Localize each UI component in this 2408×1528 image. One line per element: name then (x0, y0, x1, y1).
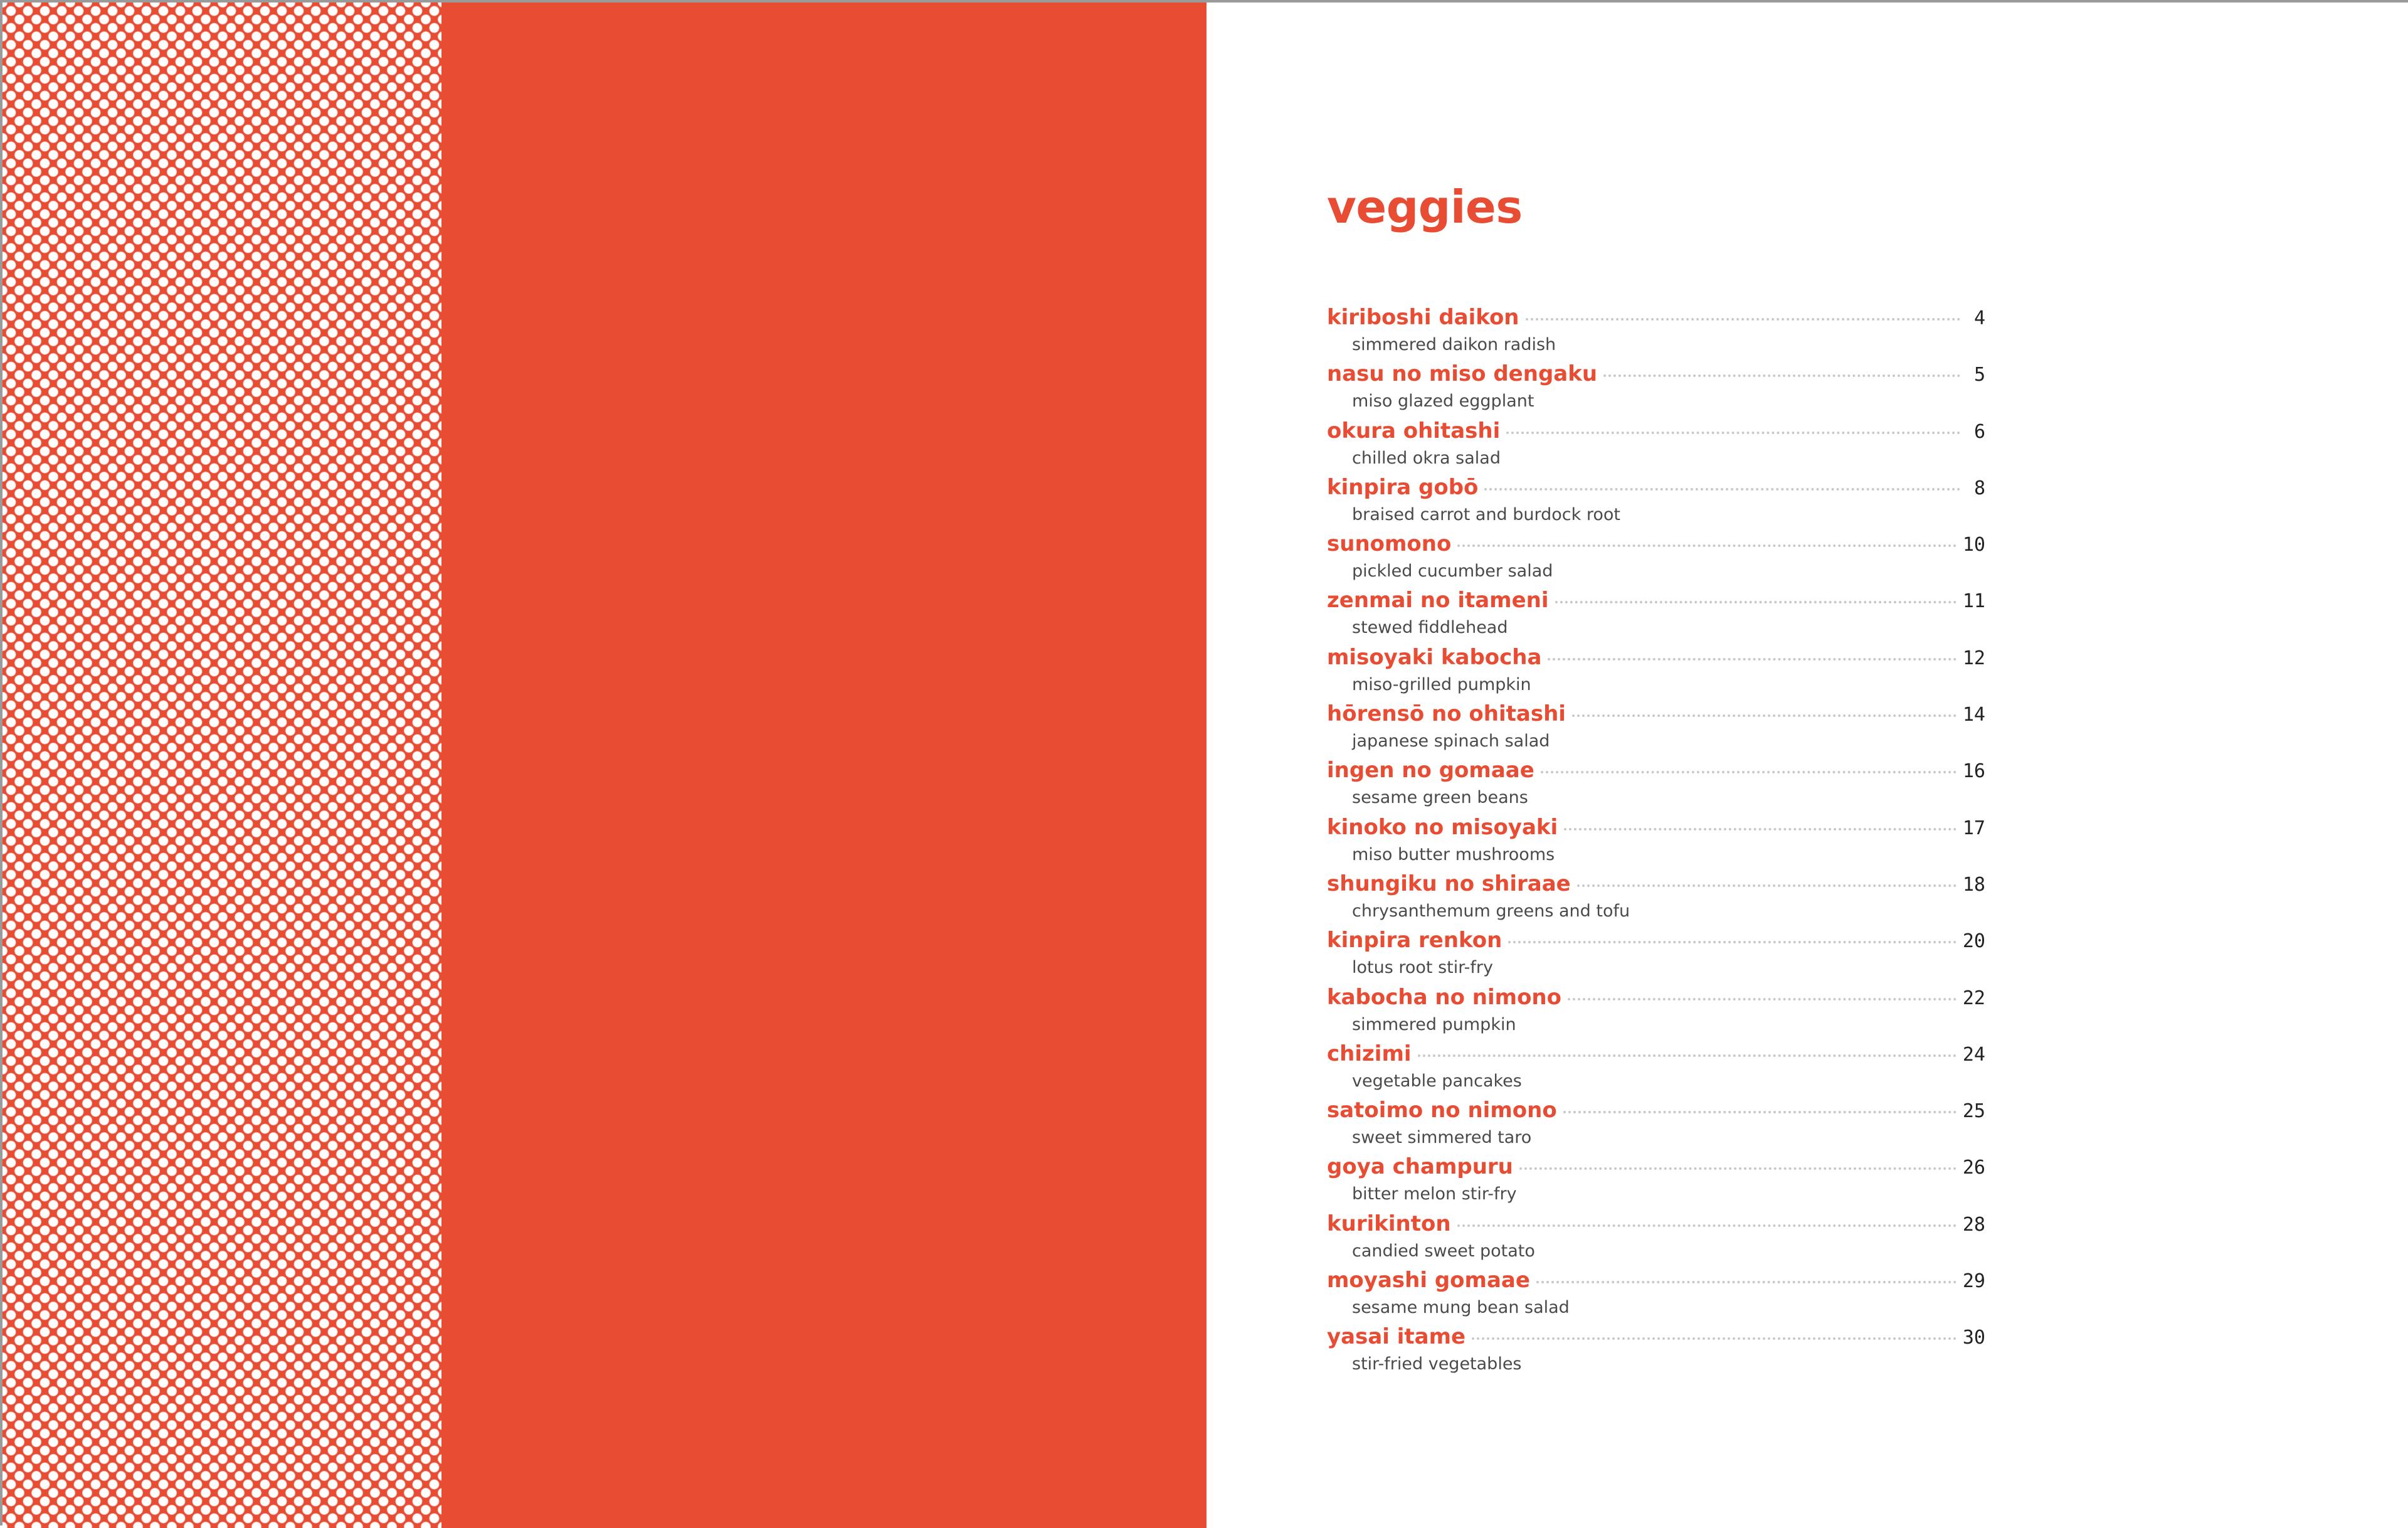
toc-entry[interactable] (1327, 361, 1985, 418)
dot-leader (1563, 1111, 1956, 1113)
dot-leader (1548, 658, 1956, 661)
recipe-subtitle: stir-fried vegetables (1352, 1354, 1522, 1374)
toc-entry-line (1327, 1211, 1985, 1240)
page-number[interactable]: 11 (1962, 590, 1985, 613)
recipe-title[interactable]: yasai itame (1327, 1324, 1466, 1350)
toc-entry-line (1327, 361, 1985, 390)
page-number[interactable]: 12 (1962, 647, 1985, 669)
toc-entry[interactable] (1327, 1324, 1985, 1381)
recipe-title[interactable]: kiriboshi daikon (1327, 305, 1519, 330)
page-number[interactable]: 29 (1962, 1270, 1985, 1293)
page-number[interactable]: 4 (1973, 307, 1985, 329)
recipe-subtitle: simmered daikon radish (1352, 335, 1556, 354)
dot-leader (1508, 941, 1956, 943)
dot-leader (1457, 1224, 1956, 1227)
recipe-title[interactable]: kabocha no nimono (1327, 984, 1561, 1010)
toc-entry-line (1327, 701, 1985, 730)
toc-entry-line (1327, 1154, 1985, 1183)
dot-leader (1541, 771, 1956, 773)
toc-entry-line (1327, 1098, 1985, 1127)
recipe-title[interactable]: goya champuru (1327, 1154, 1513, 1180)
dot-pattern-strip (3, 3, 441, 1528)
dot-leader (1506, 432, 1960, 434)
toc-entry[interactable] (1327, 1268, 1985, 1324)
page-number[interactable]: 16 (1962, 760, 1985, 783)
recipe-title[interactable]: kinpira gobō (1327, 474, 1479, 500)
dot-leader (1603, 374, 1960, 377)
dot-leader (1577, 884, 1956, 887)
recipe-title[interactable]: sunomono (1327, 531, 1452, 557)
toc-entry-line (1327, 1041, 1985, 1070)
page-number[interactable]: 5 (1973, 364, 1985, 386)
page-number[interactable]: 18 (1962, 873, 1985, 896)
toc-entry[interactable] (1327, 418, 1985, 475)
dot-leader (1418, 1054, 1956, 1057)
toc-entry-line (1327, 418, 1985, 447)
toc-entry[interactable] (1327, 531, 1985, 588)
recipe-title[interactable]: hōrensō no ohitashi (1327, 701, 1566, 727)
toc-entry[interactable] (1327, 815, 1985, 871)
recipe-subtitle: lotus root stir-fry (1352, 958, 1493, 978)
toc-entry[interactable] (1327, 588, 1985, 644)
recipe-subtitle: chilled okra salad (1352, 448, 1501, 468)
dot-leader (1519, 1167, 1956, 1170)
recipe-title[interactable]: okura ohitashi (1327, 418, 1501, 443)
page-number[interactable]: 14 (1962, 704, 1985, 726)
recipe-subtitle: stewed fiddlehead (1352, 618, 1508, 638)
recipe-subtitle: sweet simmered taro (1352, 1128, 1532, 1148)
toc-entry[interactable] (1327, 645, 1985, 701)
toc-entry-line (1327, 985, 1985, 1014)
table-of-contents (1327, 305, 1985, 1381)
recipe-title[interactable]: misoyaki kabocha (1327, 644, 1542, 670)
recipe-title[interactable]: kinoko no misoyaki (1327, 814, 1558, 840)
toc-entry-line (1327, 1324, 1985, 1353)
toc-entry[interactable] (1327, 701, 1985, 758)
toc-entry-line (1327, 815, 1985, 844)
section-title: veggies (1327, 181, 1523, 233)
pattern-edge (441, 3, 444, 1528)
toc-entry-line (1327, 305, 1985, 334)
page-number[interactable]: 30 (1962, 1327, 1985, 1349)
toc-entry[interactable] (1327, 928, 1985, 984)
recipe-title[interactable]: moyashi gomaae (1327, 1268, 1530, 1293)
dot-leader (1484, 488, 1960, 491)
recipe-subtitle: miso glazed eggplant (1352, 391, 1534, 411)
page-number[interactable]: 25 (1962, 1100, 1985, 1123)
recipe-title[interactable]: zenmai no itameni (1327, 588, 1549, 613)
recipe-subtitle: simmered pumpkin (1352, 1014, 1516, 1034)
page-number[interactable]: 20 (1962, 930, 1985, 953)
page-number[interactable]: 10 (1962, 534, 1985, 556)
recipe-title[interactable]: chizimi (1327, 1041, 1412, 1066)
dot-leader (1555, 601, 1956, 603)
toc-entry[interactable] (1327, 475, 1985, 531)
recipe-title[interactable]: ingen no gomaae (1327, 758, 1534, 783)
recipe-subtitle: japanese spinach salad (1352, 731, 1550, 751)
toc-entry-line (1327, 928, 1985, 957)
recipe-title[interactable]: nasu no miso dengaku (1327, 361, 1598, 387)
page-number[interactable]: 24 (1962, 1043, 1985, 1066)
toc-entry[interactable] (1327, 758, 1985, 814)
toc-entry[interactable] (1327, 305, 1985, 361)
dot-leader (1568, 998, 1956, 1000)
toc-entry-line (1327, 1268, 1985, 1297)
toc-entry-line (1327, 475, 1985, 504)
recipe-title[interactable]: kinpira renkon (1327, 928, 1502, 953)
recipe-subtitle: sesame green beans (1352, 788, 1528, 808)
page-number[interactable]: 8 (1973, 477, 1985, 499)
recipe-title[interactable]: kurikinton (1327, 1211, 1451, 1236)
recipe-subtitle: vegetable pancakes (1352, 1071, 1522, 1091)
toc-entry-line (1327, 588, 1985, 617)
recipe-subtitle: candied sweet potato (1352, 1241, 1535, 1261)
left-page-decorative (3, 3, 1207, 1528)
dot-leader (1572, 714, 1956, 717)
toc-entry[interactable] (1327, 985, 1985, 1041)
recipe-subtitle: braised carrot and burdock root (1352, 504, 1621, 524)
toc-entry-line (1327, 871, 1985, 900)
page-number[interactable]: 28 (1962, 1213, 1985, 1236)
dot-leader (1457, 544, 1956, 547)
page-number[interactable]: 6 (1973, 420, 1985, 443)
dot-leader (1526, 318, 1960, 321)
page-number[interactable]: 17 (1962, 817, 1985, 839)
page-number[interactable]: 26 (1962, 1157, 1985, 1179)
toc-entry[interactable] (1327, 1098, 1985, 1154)
recipe-subtitle: bitter melon stir-fry (1352, 1184, 1517, 1204)
toc-entry[interactable] (1327, 871, 1985, 928)
toc-entry-line (1327, 758, 1985, 787)
recipe-subtitle: pickled cucumber salad (1352, 561, 1553, 581)
recipe-title[interactable]: shungiku no shiraae (1327, 871, 1571, 896)
toc-entry[interactable] (1327, 1041, 1985, 1098)
recipe-subtitle: sesame mung bean salad (1352, 1298, 1570, 1318)
toc-entry-line (1327, 531, 1985, 560)
toc-entry[interactable] (1327, 1211, 1985, 1268)
page-number[interactable]: 22 (1962, 987, 1985, 1009)
recipe-subtitle: miso-grilled pumpkin (1352, 674, 1531, 694)
recipe-title[interactable]: satoimo no nimono (1327, 1098, 1557, 1123)
toc-entry-line (1327, 645, 1985, 674)
dot-leader (1564, 828, 1956, 830)
dot-leader (1536, 1281, 1956, 1283)
dot-leader (1472, 1337, 1956, 1340)
toc-entry[interactable] (1327, 1154, 1985, 1211)
recipe-subtitle: chrysanthemum greens and tofu (1352, 901, 1630, 921)
recipe-subtitle: miso butter mushrooms (1352, 844, 1555, 864)
